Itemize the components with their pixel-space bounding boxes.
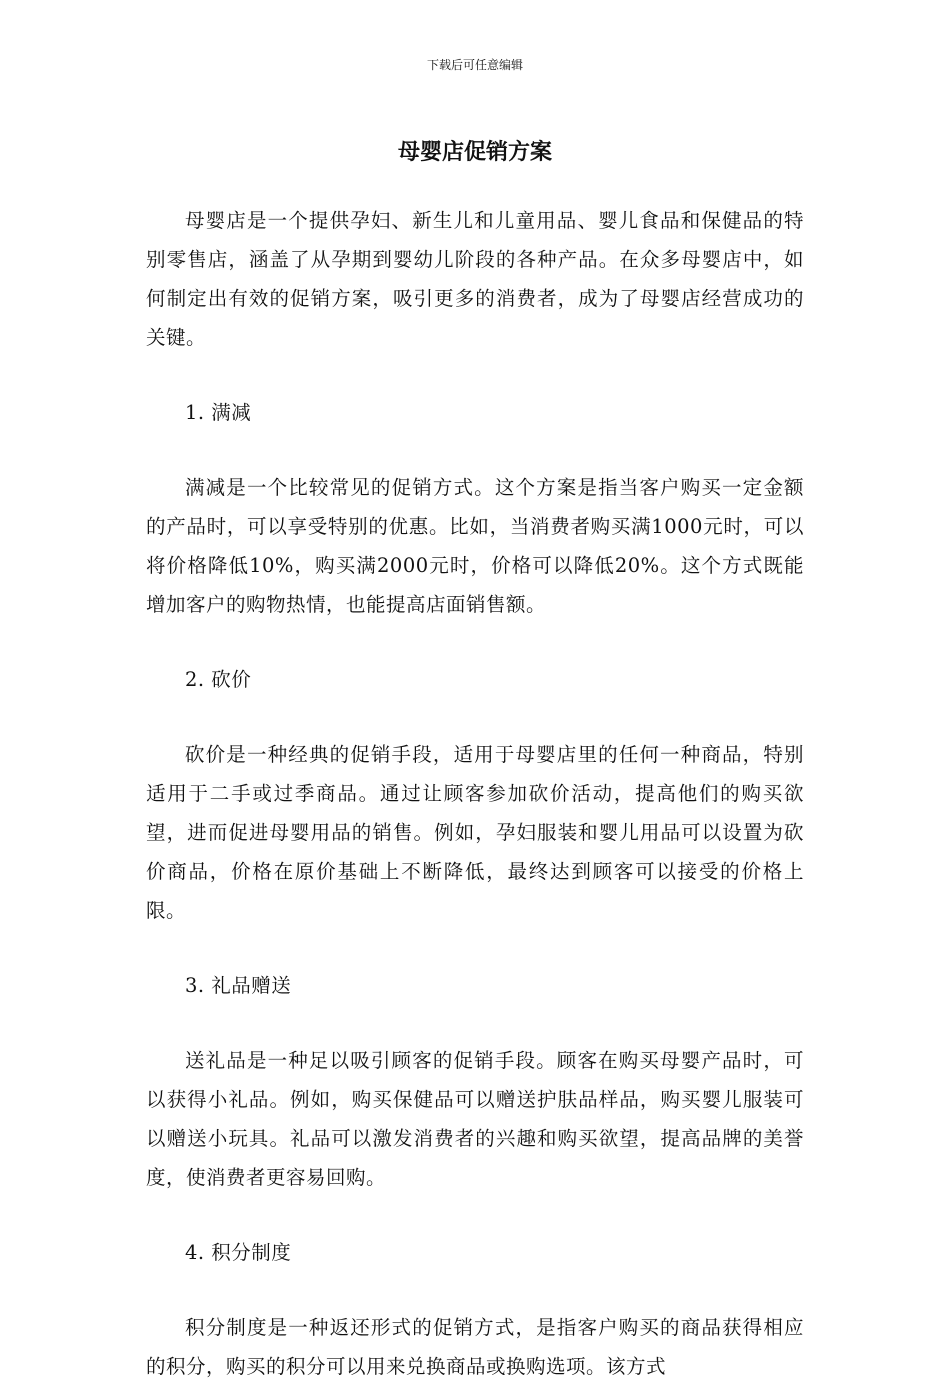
section-heading-full-reduction: 1. 满减: [185, 401, 252, 424]
section-heading-gift: 3. 礼品赠送: [185, 974, 292, 997]
section-body-full-reduction: 满减是一个比较常见的促销方式。这个方案是指当客户购买一定金额的产品时，可以享受特别的优惠。比如，当消费者购买满1000元时，可以将价格降低10%，购买满2000元时，价格可以降低20%。这个方式既能增加客户的购物热情，也能提高店面销售额。: [146, 476, 804, 616]
section-body-gift: 送礼品是一种足以吸引顾客的促销手段。顾客在购买母婴产品时，可以获得小礼品。例如，购买保健品可以赠送护肤品样品，购买婴儿服装可以赠送小玩具。礼品可以激发消费者的兴趣和购买欲望，提高品牌的美誉度，使消费者更容易回购。: [146, 1049, 804, 1189]
spacer: [146, 1005, 804, 1041]
section-body-points: 积分制度是一种返还形式的促销方式，是指客户购买的商品获得相应的积分，购买的积分可以用来兑换商品或换购选项。该方式: [146, 1316, 804, 1378]
spacer: [146, 624, 804, 660]
spacer: [146, 1272, 804, 1308]
intro-paragraph: 母婴店是一个提供孕妇、新生儿和儿童用品、婴儿食品和保健品的特别零售店，涵盖了从孕期到婴幼儿阶段的各种产品。在众多母婴店中，如何制定出有效的促销方案，吸引更多的消费者，成为了母婴店经营成功的关键。: [146, 209, 804, 349]
spacer: [146, 1197, 804, 1233]
document-body: [146, 201, 804, 1386]
page-title: 母婴店促销方案: [397, 140, 552, 165]
spacer: [146, 930, 804, 966]
spacer: [146, 432, 804, 468]
section-heading-bargain: 2. 砍价: [185, 668, 252, 691]
section-heading-points: 4. 积分制度: [185, 1241, 292, 1264]
spacer: [146, 699, 804, 735]
spacer: [146, 357, 804, 393]
section-body-bargain: 砍价是一种经典的促销手段，适用于母婴店里的任何一种商品，特别适用于二手或过季商品。通过让顾客参加砍价活动，提高他们的购买欲望，进而促进母婴用品的销售。例如，孕妇服装和婴儿用品可以设置为砍价商品，价格在原价基础上不断降低，最终达到顾客可以接受的价格上限。: [146, 743, 804, 922]
header-note: 下载后可任意编辑: [426, 58, 523, 72]
